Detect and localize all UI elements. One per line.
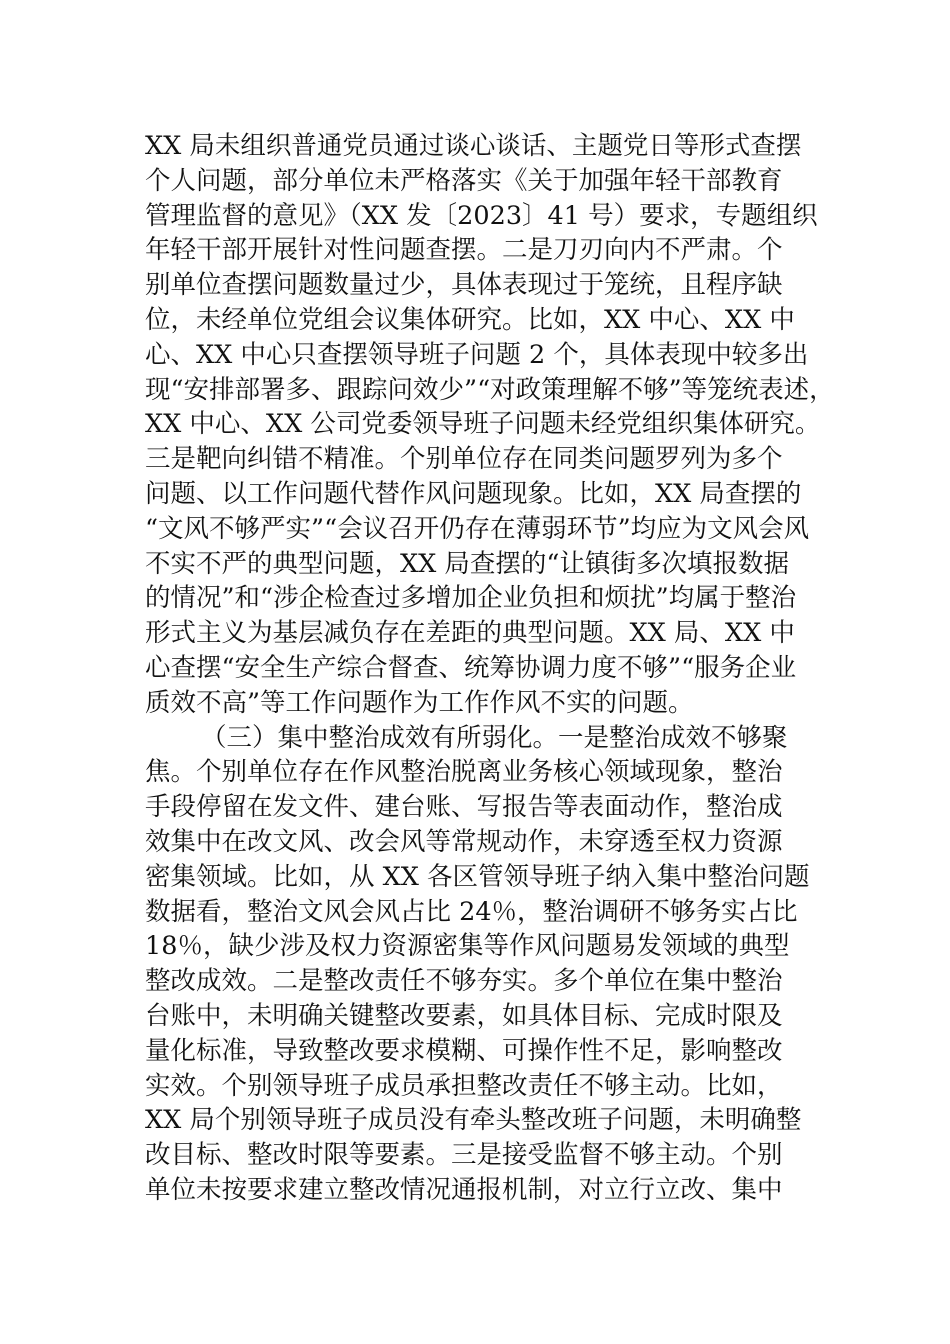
text-line: 个人问题，部分单位未严格落实《关于加强年轻干部教育 xyxy=(145,165,783,196)
text-line: 的情况”和“涉企检查过多增加企业负担和烦扰”均属于整治 xyxy=(145,583,797,614)
text-line: 管理监督的意见》（XX 发〔2023〕41 号）要求，专题组织 xyxy=(145,200,818,231)
text-line: 现“安排部署多、跟踪问效少”“对政策理解不够”等笼统表述， xyxy=(145,374,835,405)
text-line: 年轻干部开展针对性问题查摆。二是刀刃向内不严肃。个 xyxy=(145,235,783,266)
text-line: 实效。个别领导班子成员承担整改责任不够主动。比如， xyxy=(145,1070,783,1101)
text-line: 问题、以工作问题代替作风问题现象。比如，XX 局查摆的 xyxy=(145,478,802,509)
text-line: XX 中心、XX 公司党委领导班子问题未经党组织集体研究。 xyxy=(145,409,821,440)
text-line: 改目标、整改时限等要素。三是接受监督不够主动。个别 xyxy=(145,1140,783,1171)
text-line: XX 局未组织普通党员通过谈心谈话、主题党日等形式查摆 xyxy=(145,131,802,161)
section-heading-line: （三）集中整治成效有所弱化。一是整治成效不够聚 xyxy=(201,722,788,753)
text-line: 量化标准，导致整改要求模糊、可操作性不足，影响整改 xyxy=(145,1035,783,1066)
text-line: 心查摆“安全生产综合督查、统筹协调力度不够”“服务企业 xyxy=(145,652,797,683)
text-line: 不实不严的典型问题，XX 局查摆的“让镇街多次填报数据 xyxy=(145,548,789,579)
text-line: 心、XX 中心只查摆领导班子问题 2 个，具体表现中较多出 xyxy=(145,339,809,370)
text-line: 位，未经单位党组会议集体研究。比如，XX 中心、XX 中 xyxy=(145,304,795,335)
text-line: 别单位查摆问题数量过少，具体表现过于笼统，且程序缺 xyxy=(145,270,783,301)
text-line: 整改成效。二是整改责任不够夯实。多个单位在集中整治 xyxy=(145,966,783,997)
text-line: 三是靶向纠错不精准。个别单位存在同类问题罗列为多个 xyxy=(145,444,783,475)
text-line: 形式主义为基层减负存在差距的典型问题。XX 局、XX 中 xyxy=(145,618,795,649)
text-line: 台账中，未明确关键整改要素，如具体目标、完成时限及 xyxy=(145,1000,783,1031)
text-line: XX 局个别领导班子成员没有牵头整改班子问题，未明确整 xyxy=(145,1105,802,1136)
text-line: 数据看，整治文风会风占比 24％，整治调研不够务实占比 xyxy=(145,896,798,927)
body-text xyxy=(145,129,845,1208)
text-line: 18％，缺少涉及权力资源密集等作风问题易发领域的典型 xyxy=(145,931,790,962)
text-line: 单位未按要求建立整改情况通报机制，对立行立改、集中 xyxy=(145,1174,783,1205)
text-line: 手段停留在发文件、建台账、写报告等表面动作，整治成 xyxy=(145,792,783,823)
text-line: 效集中在改文风、改会风等常规动作，未穿透至权力资源 xyxy=(145,826,783,857)
text-line: “文风不够严实”“会议召开仍存在薄弱环节”均应为文风会风 xyxy=(145,513,810,544)
text-line: 质效不高”等工作问题作为工作作风不实的问题。 xyxy=(145,687,694,718)
text-line: 密集领域。比如，从 XX 各区管领导班子纳入集中整治问题 xyxy=(145,861,810,892)
text-line: 焦。个别单位存在作风整治脱离业务核心领域现象，整治 xyxy=(145,757,783,788)
